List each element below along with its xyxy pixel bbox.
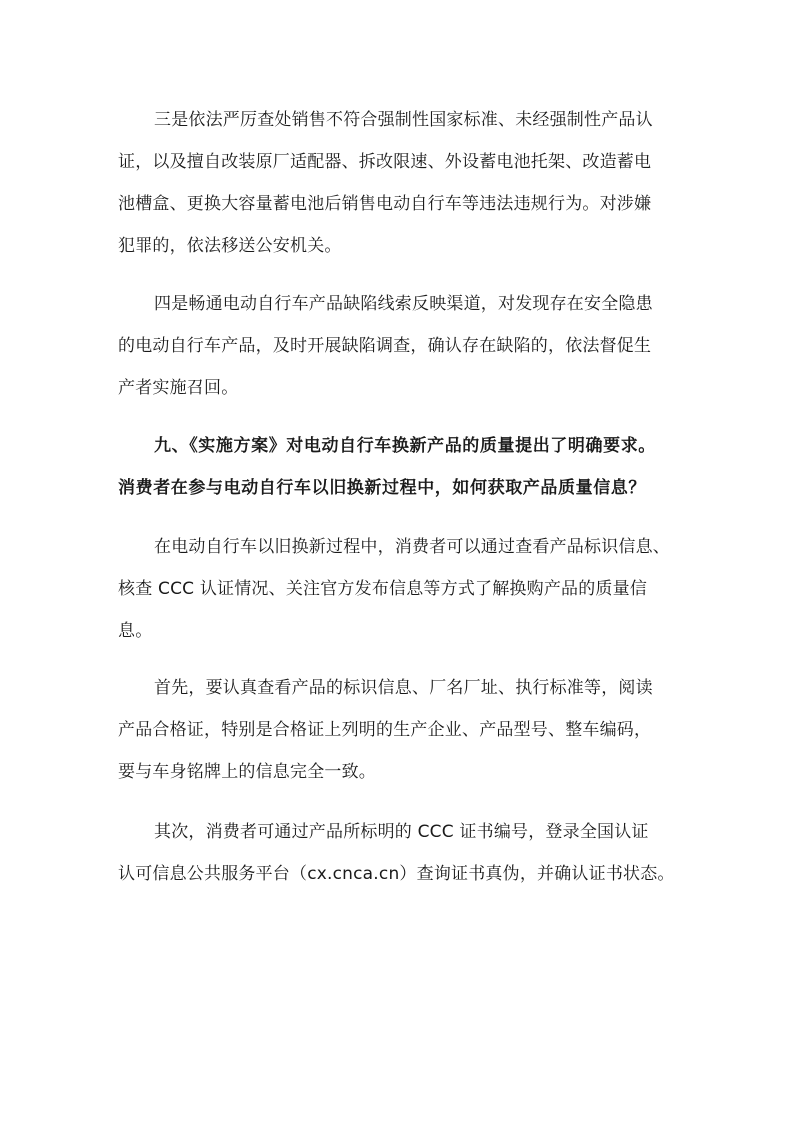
paragraph-item-three bbox=[118, 99, 683, 267]
paragraph-line: 证，以及擅自改装原厂适配器、拆改限速、外设蓄电池托架、改造蓄电 bbox=[118, 152, 652, 172]
paragraph-line: 四是畅通电动自行车产品缺陷线索反映渠道，对发现存在安全隐患 bbox=[154, 294, 653, 314]
heading-line: 九、《实施方案》对电动自行车换新产品的质量提出了明确要求。 bbox=[154, 436, 656, 456]
paragraph-line: 的电动自行车产品，及时开展缺陷调查，确认存在缺陷的，依法督促生 bbox=[118, 336, 652, 356]
paragraph-second-step bbox=[118, 811, 683, 895]
paragraph-first-step bbox=[118, 667, 683, 793]
paragraph-answer-intro bbox=[118, 526, 683, 652]
paragraph-line: 三是依法严厉查处销售不符合强制性国家标准、未经强制性产品认 bbox=[154, 110, 653, 130]
section-heading-question-nine bbox=[118, 425, 683, 509]
paragraph-line: 产者实施召回。 bbox=[118, 378, 239, 398]
paragraph-line: 首先，要认真查看产品的标识信息、厂名厂址、执行标准等，阅读 bbox=[154, 678, 653, 698]
paragraph-line: 息。 bbox=[118, 621, 153, 641]
paragraph-line: 核查 CCC 认证情况、关注官方发布信息等方式了解换购产品的质量信 bbox=[118, 579, 648, 599]
paragraph-line: 认可信息公共服务平台（cx.cnca.cn）查询证书真伪，并确认证书状态。 bbox=[118, 864, 675, 884]
paragraph-line: 犯罪的，依法移送公安机关。 bbox=[118, 236, 342, 256]
paragraph-line: 其次，消费者可通过产品所标明的 CCC 证书编号，登录全国认证 bbox=[154, 822, 649, 842]
heading-line: 消费者在参与电动自行车以旧换新过程中，如何获取产品质量信息？ bbox=[118, 478, 646, 498]
paragraph-line: 产品合格证，特别是合格证上列明的生产企业、产品型号、整车编码， bbox=[118, 720, 652, 740]
paragraph-line: 要与车身铭牌上的信息完全一致。 bbox=[118, 762, 376, 782]
paragraph-item-four bbox=[118, 283, 683, 409]
paragraph-line: 在电动自行车以旧换新过程中，消费者可以通过查看产品标识信息、 bbox=[154, 537, 670, 557]
paragraph-line: 池槽盒、更换大容量蓄电池后销售电动自行车等违法违规行为。对涉嫌 bbox=[118, 194, 652, 214]
